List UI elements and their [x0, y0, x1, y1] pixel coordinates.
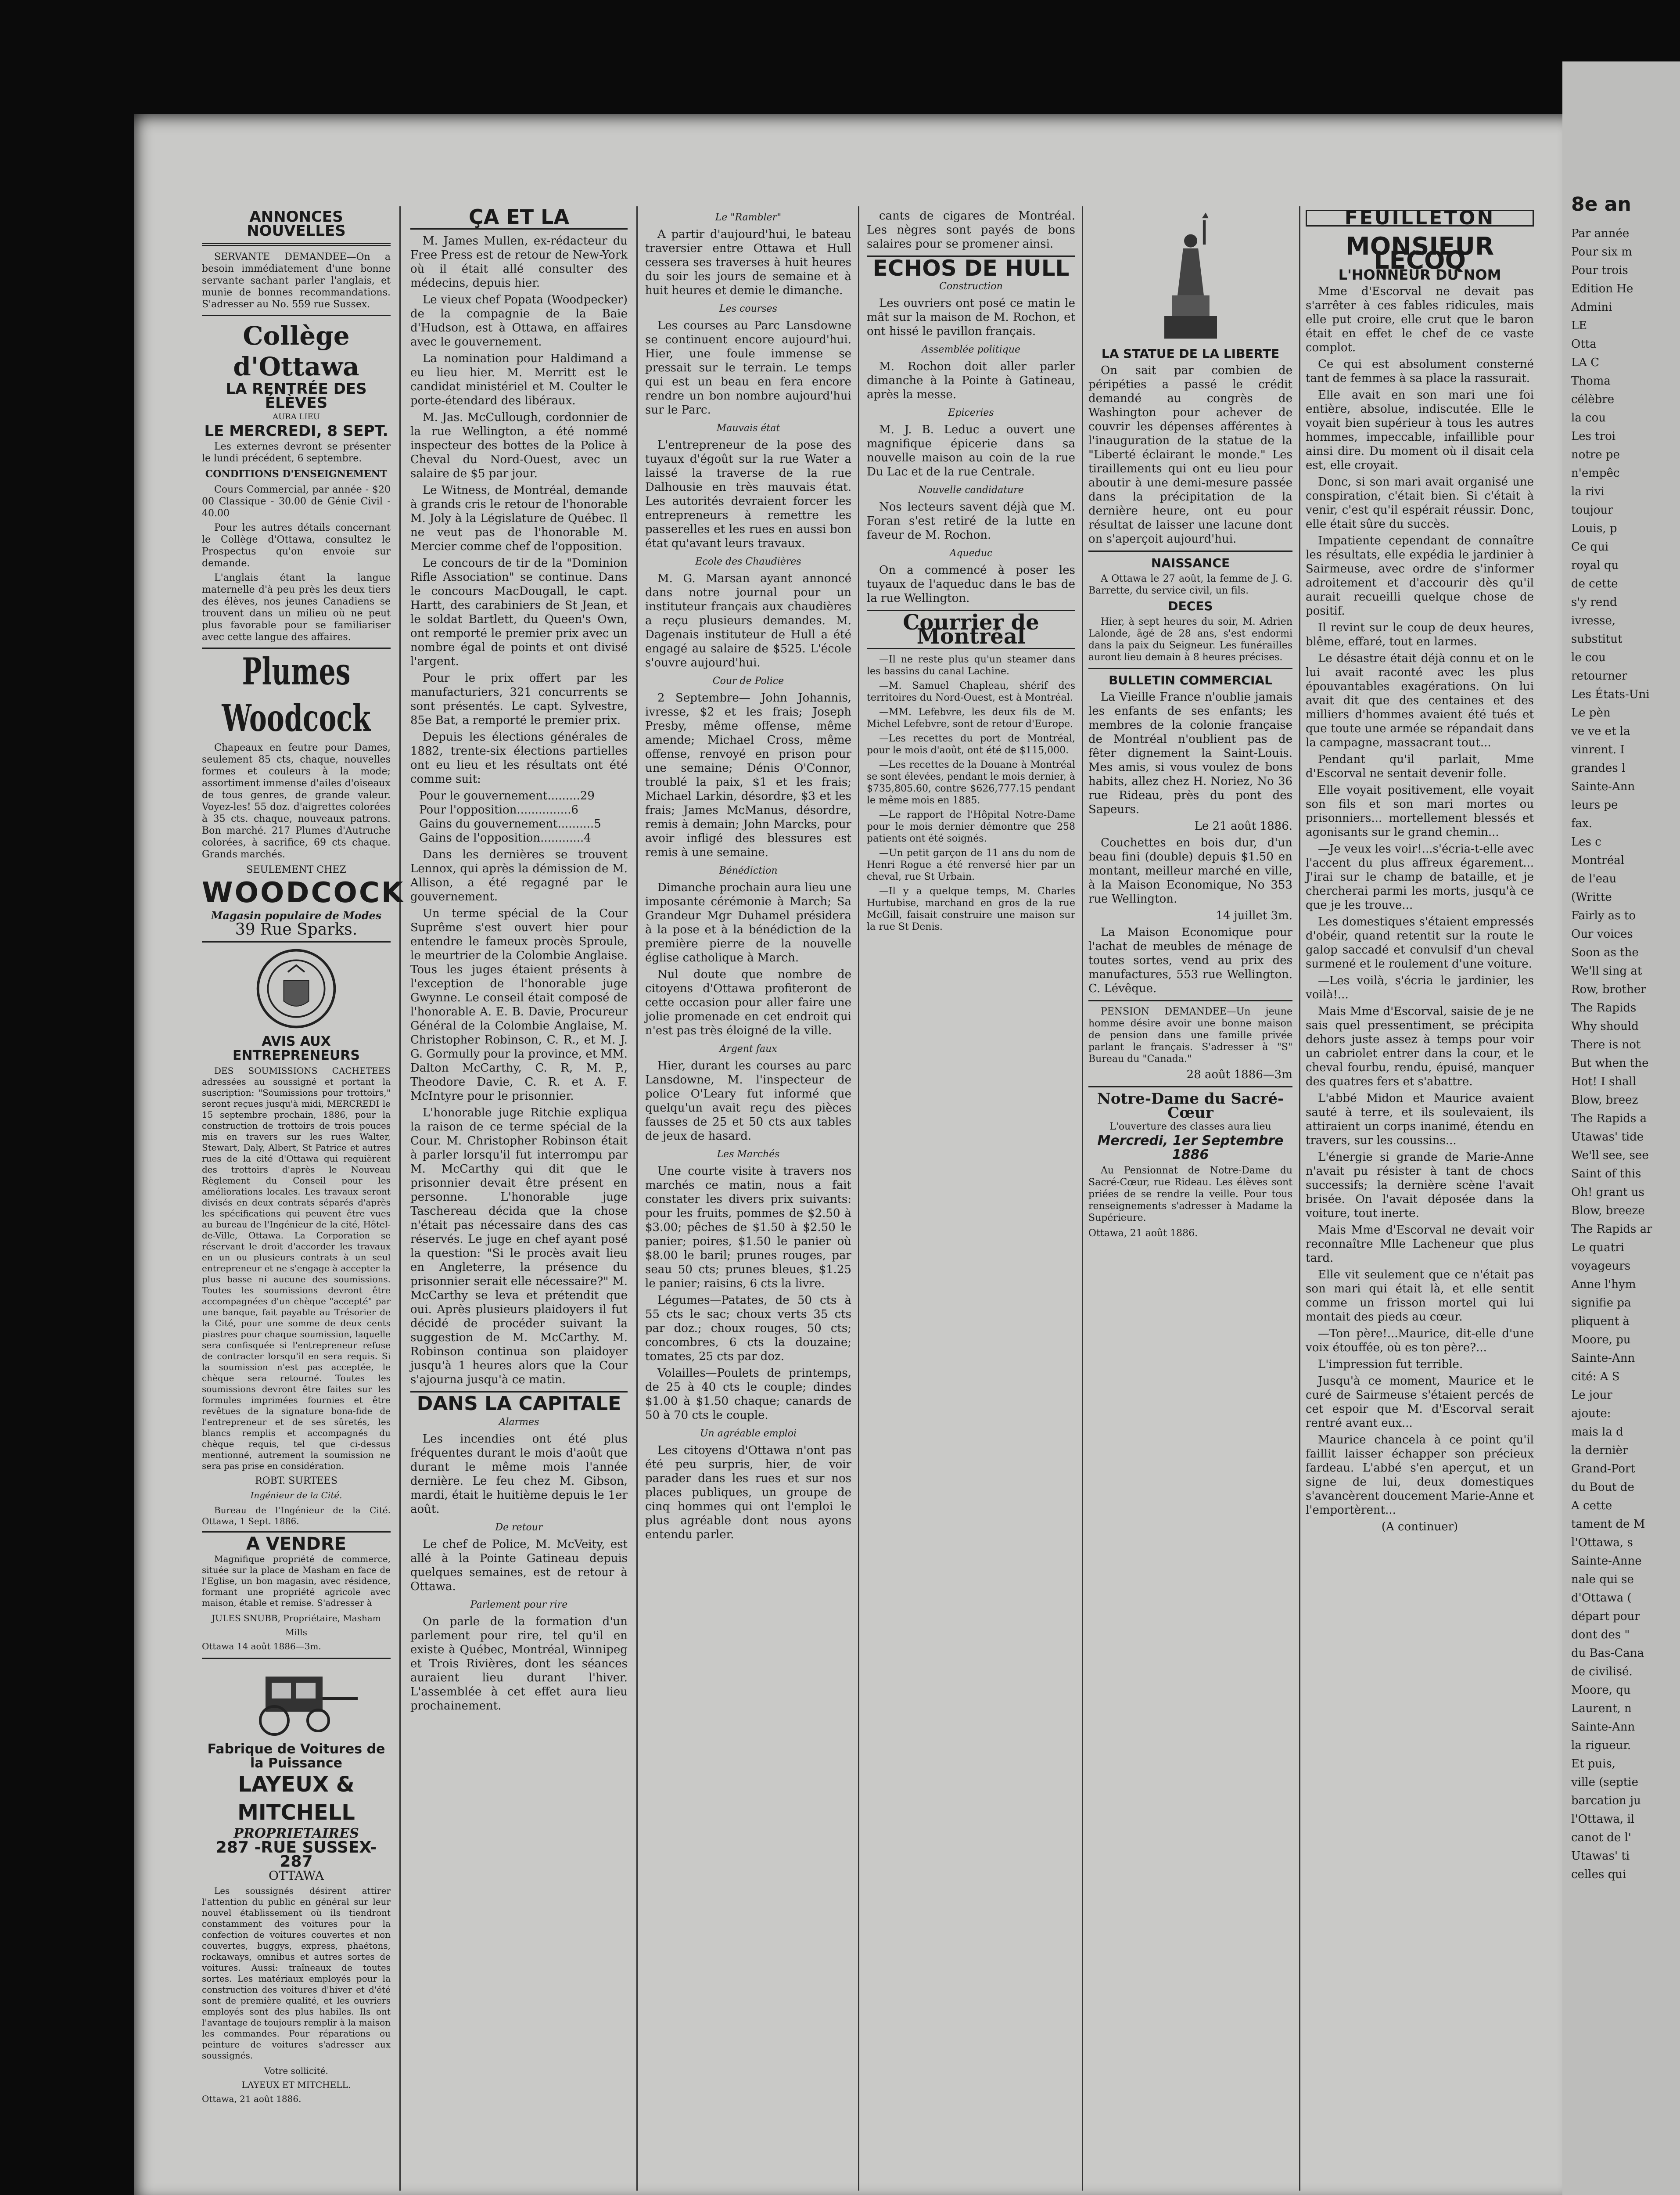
adjacent-line: grandes l: [1571, 762, 1626, 775]
column-local-news: [645, 206, 851, 1544]
column-rule: [636, 206, 638, 2191]
notre-dame-title: Notre-Dame du Sacré-Cœur: [1097, 1090, 1284, 1122]
avendre-text: Magnifique propriété de commerce, située sur la place de Masham en face de l'Eglise, un bon magasin, avec résidence, formant une propriété agricole avec maison, étable et remise. S'adresser à: [202, 1554, 391, 1608]
adjacent-line: leurs pe: [1571, 799, 1618, 812]
news-item: Nul doute que nombre de citoyens d'Ottawa profiteront de cette occasion pour aller faire une jolie promenade en cet endroit qui n'est pas très éloigné de la ville.: [645, 968, 851, 1037]
adjacent-line: mais la d: [1571, 1425, 1623, 1439]
continuer-line: (A continuer): [1381, 1520, 1458, 1533]
adjacent-line: Moore, qu: [1571, 1684, 1631, 1697]
news-item: On sait par combien de péripéties a passé le crédit demandé au congrès de Washington pour achever de couvrir les dépenses afférentes à l'inauguration de la statue de la "Liberté éclairant le monde." Les tiraillements qui ont eu lieu pour aboutir à une demi-mesure passée dans la précipitation de la dernière heure, ont eu pour résultat de laisser une lacune dont on s'aperçoit aujourd'hui.: [1088, 364, 1292, 546]
news-item: Le chef de Police, M. McVeity, est allé à la Pointe Gatineau depuis quelques semaines, est de retour à Ottawa.: [410, 1538, 628, 1593]
news-item: —Un petit garçon de 11 ans du nom de Henri Rogue a été renversé hier par un cheval, rue St Urbain.: [867, 848, 1075, 882]
bulletin-title: BULLETIN COMMERCIAL: [1109, 673, 1272, 687]
news-item: M. J. B. Leduc a ouvert une magnifique épicerie dans sa nouvelle maison au coin de la rue Du Lac et de la rue Centrale.: [867, 423, 1075, 479]
story-paragraph: Mme d'Escorval ne devait pas s'arrêter à ces fables ridicules, mais elle put croire, elle crut que le baron était en effet le chef de ce vaste complot.: [1306, 285, 1534, 354]
news-item: Les ouvriers ont posé ce matin le mât sur la maison de M. Rochon, et ont hissé le pavillon français.: [867, 297, 1075, 338]
adjacent-line: notre pe: [1571, 448, 1620, 461]
adjacent-line: LA C: [1571, 356, 1600, 369]
story-paragraph: L'énergie si grande de Marie-Anne n'avait pu résister à tant de chocs successifs; la dernière scène l'avait brisée. On l'avait déposée dans la voiture, tout inerte.: [1306, 1151, 1534, 1220]
adjacent-line: Le pèn: [1571, 706, 1611, 720]
section-header: ANNONCES NOUVELLES: [247, 208, 346, 240]
story-paragraph: Elle voyait positivement, elle voyait son fils et son mari mortes ou prisonniers... mortellement blessés et agonisants sur le grand chemin...: [1306, 784, 1534, 839]
subhead: Alarmes: [499, 1417, 539, 1428]
adjacent-line: fax.: [1571, 817, 1593, 830]
story-paragraph: Jusqu'à ce moment, Maurice et le curé de Sairmeuse s'étaient percés de cet espoir que M. d'Escorval serait rentré avant eux...: [1306, 1375, 1534, 1430]
feuilleton-title: MONSIEUR LECOQ: [1345, 232, 1494, 275]
feuilleton-subtitle: L'HONNEUR DU NOM: [1338, 266, 1501, 283]
adjacent-line: célèbre: [1571, 393, 1615, 406]
news-item: Le vieux chef Popata (Woodpecker) de la compagnie de la Baie d'Hudson, est à Ottawa, en affaires avec le gouvernement.: [410, 293, 628, 349]
adjacent-line: l'Ottawa, s: [1571, 1536, 1633, 1549]
adjacent-page: [1562, 61, 1680, 2195]
adjacent-line: Blow, breez: [1571, 1094, 1638, 1107]
column-statue: [1088, 206, 1292, 1241]
news-item: Dimanche prochain aura lieu une imposante cérémonie à March; Sa Grandeur Mgr Duhamel présidera à la pose et à la bénédiction de la première pierre de la nouvelle église catholique à March.: [645, 881, 851, 964]
avis-title: AVIS AUX ENTREPRENEURS: [233, 1034, 360, 1063]
layeux-text: Les soussignés désirent attirer l'attention du public en général sur leur nouvel établissement où ils tiendront constamment des voitures pour la confection de voitures couvertes et non couvertes, buggys, express, phaétons, rockaways, omnibus et autres sortes de voitures. Aussi: traîneaux de toutes sortes. Les matériaux employés pour la construction des voitures d'hiver et d'été sont de première qualité, et les ouvriers employés sont des plus habiles. Ils ont l'avantage de toujours remplir à la maison les commandes. Pour réparations ou peinture de voitures s'adresser aux soussignés.: [202, 1886, 391, 2061]
adjacent-line: Row, brother: [1571, 983, 1646, 996]
rentree-date: LE MERCREDI, 8 SEPT.: [204, 422, 388, 440]
story-paragraph: Pendant qu'il parlait, Mme d'Escorval ne sentait devenir folle.: [1306, 753, 1534, 780]
adjacent-line: Le jour: [1571, 1389, 1612, 1402]
adjacent-line: The Rapids: [1571, 1001, 1637, 1015]
story-paragraph: Maurice chancela à ce point qu'il faillit laisser échapper son précieux fardeau. L'abbé s'en aperçut, et un signe de lui, deux domestiques s'avancèrent doucement Marie-Anne et l'emportèrent...: [1306, 1433, 1534, 1517]
adjacent-line: retourner: [1571, 669, 1627, 683]
adjacent-line: barcation ju: [1571, 1794, 1641, 1807]
adjacent-line: We'll see, see: [1571, 1149, 1649, 1162]
adjacent-line: Oh! grant us: [1571, 1186, 1644, 1199]
subhead: Construction: [939, 281, 1003, 292]
adjacent-line: canot de l': [1571, 1831, 1631, 1844]
news-item: M. James Mullen, ex-rédacteur du Free Press est de retour de New-York où il était allé consulter des médecins, depuis hier.: [410, 234, 628, 290]
adjacent-line: Montréal: [1571, 854, 1625, 867]
adjacent-line: Et puis,: [1571, 1757, 1616, 1770]
adjacent-line: de civilisé.: [1571, 1665, 1633, 1678]
adjacent-page-text: [1571, 224, 1680, 1884]
adjacent-line: cité: A S: [1571, 1370, 1620, 1383]
news-item: Dans les dernières se trouvent Lennox, qui après la démission de M. Allison, a été regagné par le gouvernement.: [410, 848, 628, 903]
layeux-signature: LAYEUX ET MITCHELL.: [241, 2080, 351, 2090]
adjacent-line: Utawas' ti: [1571, 1850, 1630, 1863]
capitale-title: DANS LA CAPITALE: [416, 1393, 621, 1415]
adjacent-line: ivresse,: [1571, 614, 1616, 627]
adjacent-line: Our voices: [1571, 928, 1633, 941]
news-item: M. G. Marsan ayant annoncé dans notre journal pour un instituteur français aux chaudières a reçu plusieurs demandes. M. Dagenais instituteur de Hull a été engagé au salaire de $525. L'école s'ouvre aujourd'hui.: [645, 572, 851, 669]
avendre-date: Ottawa 14 août 1886—3m.: [202, 1641, 321, 1652]
news-item: Une courte visite à travers nos marchés ce matin, nous a fait constater les divers prix suivants: pour les fruits, pommes de $2.50 à $3.00; pêches de $1.50 à $2.50 le panier; poires, $1.50 le panier où $8.00 le baril; prunes rouges, par seau 50 cts; prunes bleues, $1.25 le panier; raisins, 6 cts la livre.: [645, 1165, 851, 1290]
subhead: Argent faux: [719, 1044, 777, 1054]
adjacent-line: Thoma: [1571, 374, 1611, 388]
subhead: De retour: [495, 1522, 543, 1533]
externes-note: Les externes devront se présenter le lundi précédent, 6 septembre.: [202, 441, 391, 464]
adjacent-line: Fairly as to: [1571, 909, 1636, 922]
news-item: Hier, durant les courses au parc Lansdowne, M. l'inspecteur de police O'Leary fut informé que quelqu'un avait reçu des pièces fausses de 25 et 50 cts aux tables de jeux de hasard.: [645, 1059, 851, 1143]
stat-line: Gains de l'opposition............4: [419, 831, 591, 845]
carriage-icon: [226, 1663, 366, 1738]
story-paragraph: Mais Mme d'Escorval ne devait voir reconnaître Mlle Lacheneur que plus tard.: [1306, 1223, 1534, 1265]
adjacent-line: Otta: [1571, 338, 1597, 351]
dateline: Ottawa, 21 août 1886.: [1088, 1228, 1198, 1239]
adjacent-line: Utawas' tide: [1571, 1130, 1644, 1144]
column-rule: [399, 206, 401, 2191]
adjacent-line: Les troi: [1571, 430, 1616, 443]
story-paragraph: Ce qui est absolument consterné tant de femmes à sa place la rassurait.: [1306, 358, 1534, 385]
adjacent-line: The Rapids a: [1571, 1112, 1647, 1125]
story-paragraph: Elle avait en son mari une foi entière, absolue, indiscutée. Elle le voyait bien supérieur à tous les autres hommes, impeccable, infaillible pour ainsi dire. Du moment où il disait cela est, elle croyait.: [1306, 389, 1534, 472]
story-paragraph: —Je veux les voir!...s'écria-t-elle avec l'accent du plus affreux égarement... J'irai sur le champ de bataille, et je chercherai parmi les morts, jusqu'à ce que je les trouve...: [1306, 842, 1534, 912]
story-paragraph: Le désastre était déjà connu et on le lui avait raconté avec les plus épouvantables exagérations. On lui avait dit que des centaines et des milliers d'hommes avaient été tués et que toute une armée se répandait dans la campagne, massacrant tout...: [1306, 652, 1534, 749]
ad-text: Couchettes en bois dur, d'un beau fini (double) depuis $1.50 en montant, meilleur marché en ville, à la Maison Economique, No 353 rue Wellington.: [1088, 836, 1292, 906]
adjacent-line: ve ve et la: [1571, 725, 1630, 738]
subhead: Un agréable emploi: [700, 1428, 797, 1439]
news-item: —Les recettes de la Douane à Montréal se sont élevées, pendant le mois dernier, à $735,805.60, contre $626,777.15 pendant le même mois en 1885.: [867, 759, 1075, 806]
adjacent-line: Sainte-Anne: [1571, 1554, 1642, 1568]
news-item: On a commencé à poser les tuyaux de l'aqueduc dans le bas de la rue Wellington.: [867, 564, 1075, 605]
adjacent-line: départ pour: [1571, 1610, 1640, 1623]
adjacent-line: la rigueur.: [1571, 1739, 1631, 1752]
ad-text: Au Pensionnat de Notre-Dame du Sacré-Cœur, rue Rideau. Les élèves sont priées de se rendre la veille. Pour tous renseignements s'adresser à Madame la Supérieure.: [1088, 1165, 1292, 1223]
adjacent-line: Grand-Port: [1571, 1462, 1635, 1475]
ad-text: La Maison Economique pour l'achat de meubles de ménage de toutes sortes, vend au prix des manufactures, 553 rue Wellington. C. Lévêque.: [1088, 926, 1292, 995]
news-item: Les courses au Parc Lansdowne se continuent encore aujourd'hui. Hier, une foule immense se pressait sur le terrain. Le temps qui est un beau en fera encore rendre un bon nombre aujourd'hui sur le Parc.: [645, 319, 851, 417]
fabrique-title: Fabrique de Voitures de la Puissance: [207, 1742, 385, 1771]
deces-title: DECES: [1168, 599, 1213, 613]
adjacent-line: Par année: [1571, 227, 1630, 240]
news-item: Volailles—Poulets de printemps, de 25 à 40 cts le couple; dindes $1.00 à $1.50 chaque; canards de 50 à 70 cts le couple.: [645, 1367, 851, 1422]
story-paragraph: —Les voilà, s'écria le jardinier, les voilà!...: [1306, 974, 1534, 1001]
news-item: Pour le prix offert par les manufacturiers, 321 concurrents se sont présentés. Le capt. Sylvestre, 85e Bat, a remporté le premier prix.: [410, 672, 628, 727]
news-item: Un terme spécial de la Cour Suprême s'est ouvert hier pour entendre le fameux procès Sproule, le meurtrier de la Colombie Anglaise. Tous les juges étaient présents à l'exception de l'honorable juge Gwynne. Le conseil était composé de l'honorable A. E. B. Davie, Procureur Général de la Colombie Anglaise, M. Christopher Robinson, C. R., et M. J. G. Gormully pour la province, et MM. Dalton McCarthy, C. R, M. P., Theodore Davie, C. R. et A. F. McIntyre pour le prisonnier.: [410, 907, 628, 1103]
adjacent-line: (Writte: [1571, 891, 1612, 904]
adjacent-line: Edition He: [1571, 282, 1633, 295]
adjacent-line: Moore, pu: [1571, 1333, 1631, 1346]
adjacent-line: nale qui se: [1571, 1573, 1634, 1586]
statue-title: LA STATUE DE LA LIBERTE: [1101, 346, 1280, 361]
news-item: Le Witness, de Montréal, demande à grands cris le retour de l'honorable M. Joly à la Législature de Québec. Il ne veut pas de l'honorable M. Mercier comme chef de l'opposition.: [410, 484, 628, 553]
dateline: Le 21 août 1886.: [1194, 820, 1292, 833]
adjacent-line: A cette: [1571, 1499, 1612, 1512]
column-echos: [867, 206, 1075, 936]
woodcock-address: 39 Rue Sparks.: [235, 921, 358, 939]
adjacent-line: toujour: [1571, 504, 1613, 517]
adjacent-line: de l'eau: [1571, 872, 1617, 885]
magasin-label: Magasin populaire de Modes: [211, 909, 382, 922]
subhead: Les Marchés: [717, 1149, 780, 1160]
adjacent-line: du Bas-Cana: [1571, 1647, 1644, 1660]
adjacent-line: tament de M: [1571, 1518, 1645, 1531]
adjacent-line: Louis, p: [1571, 522, 1617, 535]
adjacent-line: There is not: [1571, 1038, 1641, 1051]
news-item: —Il y a quelque temps, M. Charles Hurtubise, marchand en gros de la rue McGill, faisait construire une maison sur la rue St Denis.: [867, 886, 1075, 932]
news-item: —M. Samuel Chapleau, shérif des territoires du Nord-Ouest, est à Montréal.: [867, 680, 1075, 703]
adjacent-line: Les États-Uni: [1571, 688, 1650, 701]
news-item: Légumes—Patates, de 50 cts à 55 cts le sac; choux verts 35 cts par doz.; choux rouges, 50 cts; concombres, 6 cts la douzaine; tomates, 25 cts par doz.: [645, 1294, 851, 1363]
snubb-line: JULES SNUBB, Propriétaire, Masham Mills: [212, 1613, 381, 1637]
adjacent-line: Soon as the: [1571, 946, 1639, 959]
adjacent-line: Blow, breeze: [1571, 1204, 1645, 1217]
news-item: On parle de la formation d'un parlement pour rire, tel qu'il en existe à Québec, Montréal, Winnipeg et Trois Rivières, dont les séances auraient lieu durant l'hiver. L'assemblée à cet effet aura lieu prochainement.: [410, 1615, 628, 1713]
adjacent-line: The Rapids ar: [1571, 1223, 1652, 1236]
adjacent-line: Sainte-Ann: [1571, 1720, 1635, 1734]
adjacent-line: We'll sing at: [1571, 964, 1642, 978]
news-item: Les incendies ont été plus fréquentes durant le mois d'août que durant le même mois l'année dernière. Le feu chez M. Gibson, mardi, était le huitième depuis le 1er août.: [410, 1432, 628, 1516]
dateline: 14 juillet 3m.: [1216, 909, 1292, 922]
notice-text: Hier, à sept heures du soir, M. Adrien Lalonde, âgé de 28 ans, s'est endormi dans la paix du Seigneur. Les funérailles auront lieu demain à 8 heures précises.: [1088, 616, 1292, 663]
robt-surtees: ROBT. SURTEES: [255, 1475, 337, 1486]
subhead: Epiceries: [948, 407, 994, 418]
stat-line: Pour le gouvernement.........29: [419, 789, 595, 802]
subhead: Bénédiction: [719, 865, 778, 876]
news-item: L'entrepreneur de la pose des tuyaux d'égoût sur la rue Water a laissé la traverse de la rue Dalhousie en très mauvais état. Les autorités devraient forcer les entrepreneurs à remettre les passerelles et les rues en aussi bon état qu'avant leurs travaux.: [645, 439, 851, 550]
story-paragraph: Donc, si son mari avait organisé une conspiration, c'était bien. Si c'était à venir, c'est qu'il espérait réussir. Donc, elle était sûre du succès.: [1306, 475, 1534, 531]
adjacent-line: voyageurs: [1571, 1259, 1631, 1273]
layeux-address: 287 -RUE SUSSEX- 287: [215, 1839, 377, 1871]
adjacent-line: But when the: [1571, 1057, 1649, 1070]
mercredi-line: Mercredi, 1er Septembre 1886: [1097, 1133, 1284, 1162]
subhead: Ecole des Chaudières: [695, 556, 801, 567]
column-rule: [1082, 206, 1083, 2191]
proprietaires-label: PROPRIETAIRES: [233, 1826, 359, 1841]
anglais-note: L'anglais étant la langue maternelle d'à peu près les deux tiers des élèves, nos jeunes Canadiens se trouvent dans un milieu où ne peut plus favorable pour se familiariser avec cette langue des affaires.: [202, 572, 391, 643]
dateline: 28 août 1886—3m: [1186, 1068, 1292, 1081]
story-paragraph: Il revint sur le coup de deux heures, blême, effaré, tout en larmes.: [1306, 621, 1534, 648]
news-item: M. Jas. McCullough, cordonnier de la rue Wellington, a été nommé inspecteur des bottes de la Police à Cheval du Nord-Ouest, avec un salaire de $5 par jour.: [410, 411, 628, 480]
news-item: —Les recettes du port de Montréal, pour le mois d'août, ont été de $115,000.: [867, 733, 1075, 756]
courrier-title: Courrier de Montréal: [903, 610, 1039, 649]
seulement-chez: SEULEMENT CHEZ: [246, 864, 346, 875]
news-item: L'honorable juge Ritchie expliqua la raison de ce terme spécial de la Cour. M. Christopher Robinson était à parler lorsqu'il fut interrompu par M. McCarthy qui dit que le prisonnier devait être présent en personne. L'honorable juge Taschereau décida que la chose n'était pas nécessaire dans des cas réservés. Le juge en chef ayant posé la question: "Si le procès avait lieu en Angleterre, la présence du prisonnier serait elle nécessaire?" M. McCarthy se leva et prétendit que oui. Après plusieurs plaidoyers il fut décidé de procéder suivant la suggestion de M. McCarthy. M. Robinson continua son plaidoyer jusqu'à 1 heures alors que la Cour s'ajourna jusqu'à ce matin.: [410, 1106, 628, 1386]
section-header: ÇA ET LA: [468, 205, 570, 229]
aura-lieu: AURA LIEU: [273, 412, 320, 421]
adjacent-line: Admini: [1571, 301, 1612, 314]
adjacent-line: Hot! I shall: [1571, 1075, 1637, 1088]
layeux-city: OTTAWA: [269, 1868, 324, 1883]
news-item: Depuis les élections générales de 1882, trente-six élections partielles ont eu lieu et les résultats ont été comme suit:: [410, 730, 628, 786]
echos-title: ECHOS DE HULL: [872, 255, 1070, 281]
news-item: —MM. Lefebvre, les deux fils de M. Michel Lefebvre, sont de retour d'Europe.: [867, 707, 1075, 730]
column-rule: [1299, 206, 1300, 2191]
rentree-heading: LA RENTRÉE DES ÉLÈVES: [226, 380, 367, 412]
adjacent-line: Le quatri: [1571, 1241, 1624, 1254]
layeux-title: LAYEUX & MITCHELL: [237, 1772, 355, 1825]
subhead: Cour de Police: [712, 676, 784, 687]
news-item: Nos lecteurs savent déjà que M. Foran s'est retiré de la lutte en faveur de M. Rochon.: [867, 500, 1075, 542]
ad-servante: SERVANTE DEMANDEE—On a besoin immédiatement d'une bonne servante sachant parler l'anglais, et munie de bonnes recommandations. S'adresser au No. 559 rue Sussex.: [202, 252, 391, 310]
adjacent-line: ville (septie: [1571, 1776, 1638, 1789]
adjacent-line: substitut: [1571, 633, 1623, 646]
news-item: —Le rapport de l'Hôpital Notre-Dame pour le mois dernier démontre que 258 patients ont été soignés.: [867, 810, 1075, 844]
adjacent-line: Anne l'hym: [1571, 1278, 1636, 1291]
election-stats: [419, 789, 628, 845]
adjacent-line: LE: [1571, 319, 1587, 332]
news-item: La Vieille France n'oublie jamais les enfants de ses enfants; les membres de la colonie française de Montréal n'oublient pas de fêter dignement la Saint-Louis. Mes amis, si vous voulez de bons habits, allez chez H. Noriez, No 36 rue Rideau, près du pont des Sapeurs.: [1088, 691, 1292, 816]
adjacent-line: celles qui: [1571, 1868, 1626, 1881]
story-paragraph: L'abbé Midon et Maurice avaient sauté à terre, et ils soulevaient, ils attiraient un corps inanimé, étendu en travers, sur les coussins...: [1306, 1092, 1534, 1147]
adjacent-line: d'Ottawa (: [1571, 1591, 1632, 1605]
avendre-title: A VENDRE: [246, 1534, 346, 1554]
story-paragraph: —Ton père!...Maurice, dit-elle d'une voix étouffée, où es ton père?...: [1306, 1327, 1534, 1354]
adjacent-line: s'y rend: [1571, 596, 1617, 609]
adjacent-line: Saint of this: [1571, 1167, 1641, 1180]
stat-line: Pour l'opposition...............6: [419, 803, 578, 817]
adjacent-line: Sainte-Ann: [1571, 1352, 1635, 1365]
adjacent-line: Pour trois: [1571, 264, 1628, 277]
sollicite-line: Votre sollicité.: [264, 2065, 328, 2076]
subhead: Les courses: [719, 303, 777, 314]
column-feuilleton: [1306, 206, 1534, 1534]
adjacent-line: le cou: [1571, 651, 1606, 664]
rentree-line: L'ouverture des classes aura lieu: [1109, 1121, 1271, 1132]
adjacent-line: Why should: [1571, 1020, 1639, 1033]
adjacent-line: n'empêc: [1571, 467, 1620, 480]
adjacent-line: Pour six m: [1571, 245, 1632, 259]
subhead: Aqueduc: [949, 548, 993, 559]
adjacent-line: la cou: [1571, 411, 1606, 425]
city-seal-icon: [255, 947, 338, 1030]
story-paragraph: Mais Mme d'Escorval, saisie de je ne sais quel pressentiment, se précipita dehors juste assez à temps pour voir un cabriolet entrer dans la cour, et le cheval fourbu, rendu, épuisé, manquer des quatres fers et s'abattre.: [1306, 1005, 1534, 1088]
adjacent-line: Ce qui: [1571, 540, 1609, 554]
column-ca-et-la: [410, 206, 628, 1716]
adjacent-line: signifie pa: [1571, 1296, 1631, 1310]
subhead: Parlement pour rire: [470, 1599, 568, 1610]
adjacent-line: la dernièr: [1571, 1444, 1628, 1457]
stat-line: Gains du gouvernement..........5: [419, 817, 601, 831]
subhead: Assemblée politique: [921, 344, 1021, 355]
adjacent-line: l'Ottawa, il: [1571, 1813, 1635, 1826]
woodcock-name: WOODCOCK: [202, 877, 405, 909]
news-item: —Il ne reste plus qu'un steamer dans les bassins du canal Lachine.: [867, 654, 1075, 677]
column-rule: [858, 206, 859, 2191]
feuilleton-header: FEUILLETON: [1306, 210, 1534, 227]
adjacent-page-header: 8e an: [1571, 193, 1631, 216]
adjacent-line: la rivi: [1571, 485, 1605, 498]
notice-text: A Ottawa le 27 août, la femme de J. G. Barrette, du service civil, un fils.: [1088, 573, 1292, 596]
subhead: Le "Rambler": [715, 212, 782, 223]
news-item: cants de cigares de Montréal. Les nègres sont payés de bons salaires pour se promener ainsi.: [867, 209, 1075, 251]
story-paragraph: Elle vit seulement que ce n'était pas son mari qui était là, et elle sentit comme un frisson mortel qui lui montait des pieds au cœur.: [1306, 1268, 1534, 1324]
adjacent-line: Laurent, n: [1571, 1702, 1632, 1715]
story-paragraph: Les domestiques s'étaient empressés d'obéir, quand retentit sur la route le galop saccadé et convulsif d'un cheval surmené et le roulement d'une voiture.: [1306, 915, 1534, 971]
ingenieur-label: Ingénieur de la Cité.: [250, 1490, 342, 1501]
news-item: A partir d'aujourd'hui, le bateau traversier entre Ottawa et Hull cessera ses traverses à huit heures du soir les jours de semaine et à huit heures et demie le dimanche.: [645, 228, 851, 297]
details-note: Pour les autres détails concernant le Collège d'Ottawa, consultez le Prospectus qu'on envoie sur demande.: [202, 522, 391, 569]
story-paragraph: Impatiente cependant de connaître les résultats, elle expédia le jardinier à Sairmeuse, avec ordre de s'informer adroitement et d'accourir dès qu'il aurait recueilli quelque chose de positif.: [1306, 534, 1534, 618]
news-item: Le concours de tir de la "Dominion Rifle Association" se continue. Dans le concours MacDougall, le capt. Hartt, des carabiniers de St Jean, et le soldat Bartlett, du Queen's Own, ont remporté le premier prix avec un nombre égal de points et ont divisé l'argent.: [410, 557, 628, 668]
subhead: Nouvelle candidature: [918, 485, 1024, 496]
college-title: Collège d'Ottawa: [233, 321, 359, 381]
column-annonces: [202, 206, 405, 2106]
adjacent-line: de cette: [1571, 577, 1618, 590]
cours-prices: Cours Commercial, par année - $20 00 Classique - 30.00 de Génie Civil - 40.00: [202, 484, 391, 519]
layeux-date: Ottawa, 21 août 1886.: [202, 2094, 302, 2104]
news-item: Les citoyens d'Ottawa n'ont pas été peu surpris, hier, de voir parader dans les rues et sur nos places publiques, un groupe de cinq hommes qui ont l'emploi le plus agréable dont nous ayons entendu parler.: [645, 1444, 851, 1541]
statue-of-liberty-icon: [1142, 211, 1239, 342]
adjacent-line: ajoute:: [1571, 1407, 1611, 1420]
plumes-title: Plumes Woodcock: [222, 650, 371, 741]
adjacent-line: Sainte-Ann: [1571, 780, 1635, 793]
adjacent-line: pliquent à: [1571, 1315, 1630, 1328]
story-paragraph: L'impression fut terrible.: [1318, 1358, 1463, 1371]
adjacent-line: du Bout de: [1571, 1481, 1634, 1494]
adjacent-line: dont des ": [1571, 1628, 1630, 1641]
plumes-text: Chapeaux en feutre pour Dames, seulement 85 cts, chaque, nouvelles formes et couleurs à la mode; assortiment immense d'ailes d'oiseaux de tous genres, de grande valeur. Voyez-les! 55 doz. d'aigrettes colorées à 35 cts. chaque, nouveaux patrons. Bon marché. 217 Plumes d'Autruche colorées, à sacrifice, 69 cts chaque. Grands marchés.: [202, 742, 391, 860]
adjacent-line: royal qu: [1571, 559, 1619, 572]
bureau-line: Bureau de l'Ingénieur de la Cité. Ottawa, 1 Sept. 1886.: [202, 1505, 391, 1526]
naissance-title: NAISSANCE: [1151, 556, 1230, 570]
adjacent-line: vinrent. I: [1571, 743, 1625, 756]
avis-text: DES SOUMISSIONS CACHETEES adressées au soussigné et portant la suscription: "Soumissions pour trottoirs," seront reçues jusqu'à midi, MERCREDI le 15 septembre prochain, 1886, pour la construction de trottoirs de trois pouces mis en travers sur les rues Walter, Stewart, Daly, Albert, St Patrice et autres rues de la cité d'Ottawa qui requièrent des trottoirs d'après le Nouveau Règlement du Conseil pour les améliorations locales. Les travaux seront divisés en deux contrats séparés d'après les spécifications qui peuvent être vues au bureau de l'Ingénieur de la cité, Hôtel-de-Ville, Ottawa. La Corporation se réservant le droit d'accorder les travaux en un ou plusieurs contrats à un seul entrepreneur et ne s'engage à accepter la plus basse ni aucune des soumissions. Toutes les soumissions devront être accompagnées d'un chèque "accepté" par une banque, fait payable au Trésorier de la Cité, pour une somme de deux cents piastres pour chaque soumission, laquelle sera confisquée si l'entrepreneur refuse de contracter lorsqu'il en sera requis. Si la soumission n'est pas acceptée, le chèque sera retourné. Toutes les soumissions devront être faites sur les formules imprimées fournies et être revêtues de la signature bona-fide de l'entrepreneur et de ses sûretés, les blancs remplis et accompagnés du chèque requis, tel que ci-dessus mentionné, autrement la soumission ne sera pas prise en considération.: [202, 1065, 391, 1471]
conditions-heading: CONDITIONS D'ENSEIGNEMENT: [205, 468, 388, 480]
news-item: La nomination pour Haldimand a eu lieu hier. M. Merritt est le candidat ministériel et M. Coulter le porte-étendard des libéraux.: [410, 352, 628, 407]
subhead: Mauvais état: [716, 423, 780, 434]
news-item: 2 Septembre— John Johannis, ivresse, $2 et les frais; Joseph Presby, même offense, même amende; Michael Cross, même offense, renvoyé en prison pour une semaine; Dénis O'Connor, troublé la paix, $1 et les frais; Michael Larkin, désordre, $3 et les frais; James McManus, désordre, remis à demain; John Marcks, pour avoir infligé des blessures est remis à une semaine.: [645, 691, 851, 859]
ad-text: PENSION DEMANDEE—Un jeune homme désire avoir une bonne maison de pension dans une famille privée parlant le français. S'adresser à "S" Bureau du "Canada.": [1088, 1006, 1292, 1065]
news-item: M. Rochon doit aller parler dimanche à la Pointe à Gatineau, après la messe.: [867, 360, 1075, 401]
adjacent-line: Les c: [1571, 835, 1601, 849]
